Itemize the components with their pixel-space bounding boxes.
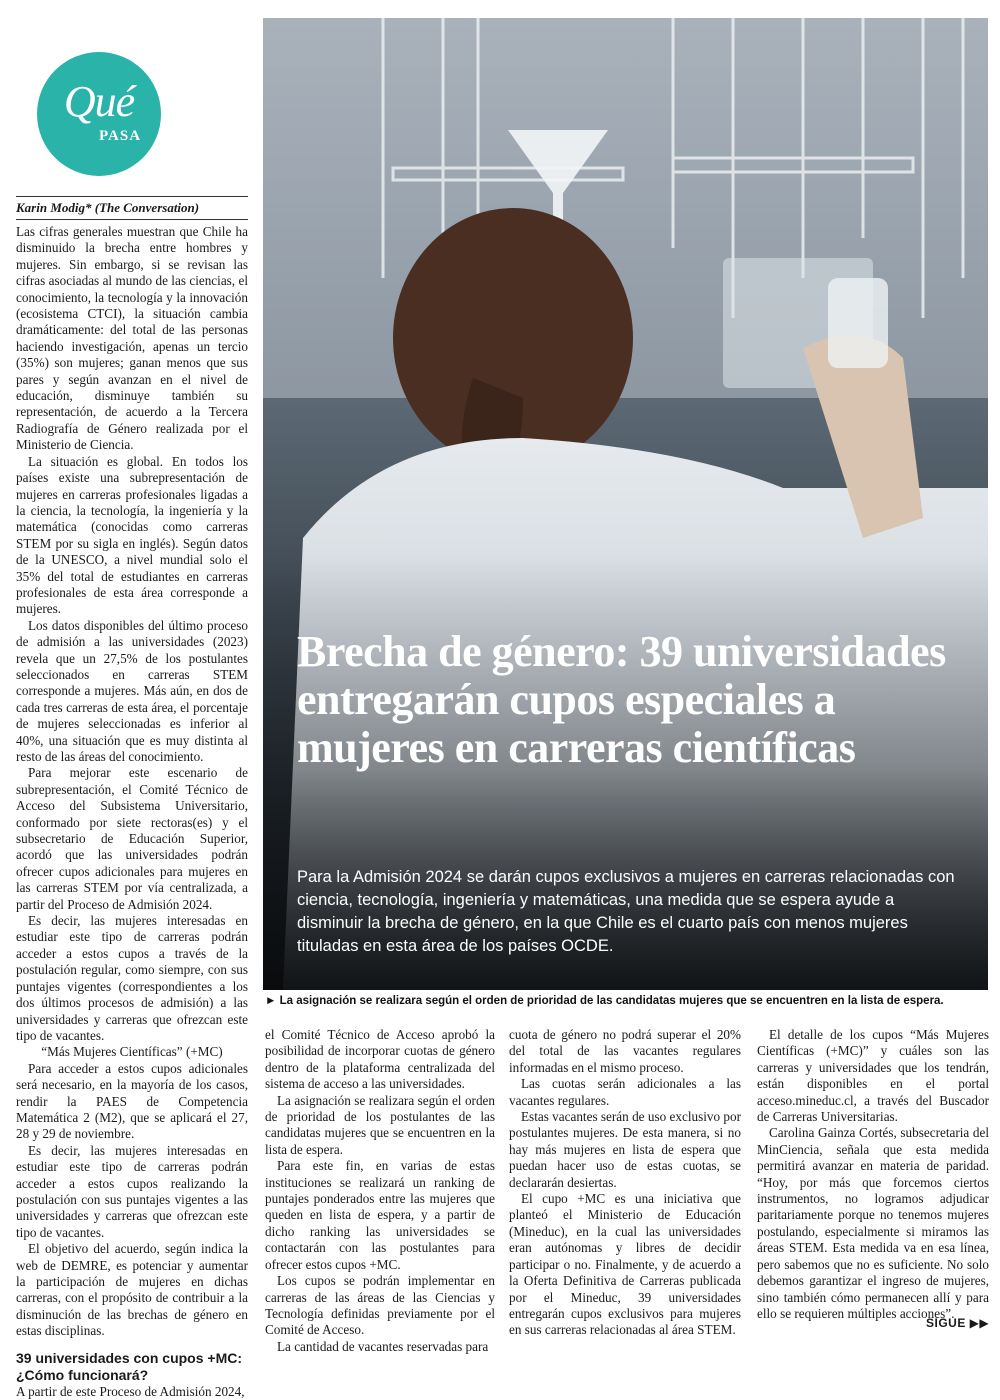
headline: Brecha de género: 39 universidades entregarán cupos especiales a mujeres en carreras científicas [297, 627, 946, 772]
article-column-3 [509, 1027, 741, 1339]
lab-photo [263, 18, 988, 990]
paragraph: Para mejorar este escenario de subrepresentación, el Comité Técnico de Acceso del Subsistema Universitario, conformado por siete rectoras(es) y el subsecretario de Educación Superior, acordó que las universidades podrán ofrecer cupos adicionales para mujeres en las carreras STEM por vía centralizada, a partir del Proceso de Admisión 2024. [16, 765, 248, 912]
paragraph: Los datos disponibles del último proceso de admisión a las universidades (2023) revela que un 27,5% de los postulantes seleccionados en carreras STEM corresponde a mujeres. Más aún, en dos de cada tres carreras de esta área, el porcentaje de mujeres seleccionadas es inferior al 40%, una situación que es muy distinta al resto de las áreas del conocimiento. [16, 617, 248, 764]
article-column-2 [265, 1027, 495, 1355]
paragraph: Para este fin, en varias de estas instituciones se realizará un ranking de puntajes ponderados entre las mujeres que queden en lista de espera, y a partir de dicho ranking las universidades se contactarán con las postulantes para ofrecer estos cupos +MC. [265, 1158, 495, 1272]
que-pasa-logo [37, 52, 161, 176]
paragraph: A partir de este Proceso de Admisión 2024, [16, 1383, 245, 1399]
article-column-4 [757, 1027, 989, 1322]
photo-caption: ► La asignación se realizara según el orden de prioridad de las candidatas mujeres que se encuentren en la lista de espera. [265, 995, 944, 1007]
article-column-1 [16, 224, 248, 1400]
continue-marker: SIGUE ▶▶ [926, 1316, 990, 1330]
paragraph: Estas vacantes serán de uso exclusivo por postulantes mujeres. De esta manera, si no hay más mujeres en lista de espera que puedan hacer uso de estas cuotas, se declararán desiertas. [509, 1109, 741, 1190]
section-intertitle: “Más Mujeres Científicas” (+MC) [41, 1044, 223, 1060]
paragraph: Es decir, las mujeres interesadas en estudiar este tipo de carreras podrán acceder a estos cupos realizando la postulación con sus puntajes vigentes a las universidades y carreras que ofrezcan este tipo de vacantes. [16, 1142, 248, 1240]
paragraph: Las cuotas serán adicionales a las vacantes regulares. [509, 1076, 741, 1108]
paragraph: El objetivo del acuerdo, según indica la web de DEMRE, es potenciar y aumentar la participación de mujeres en dichas carreras, con el propósito de contribuir a la disminución de las brechas de género en estas disciplinas. [16, 1241, 248, 1339]
paragraph: La asignación se realizara según el orden de prioridad de los postulantes de las candidatas mujeres que se encuentren en la lista de espera. [265, 1092, 495, 1157]
paragraph: el Comité Técnico de Acceso aprobó la posibilidad de incorporar cuotas de género dentro de la plataforma centralizada del sistema de acceso a las universidades. [265, 1027, 495, 1092]
paragraph: El detalle de los cupos “Más Mujeres Científicas (+MC)” y cuáles son las carreras y universidades que los tendrán, están disponibles en el portal acceso.mineduc.cl, a través del Buscador de Carreras Universitarias. [757, 1027, 989, 1125]
paragraph: La situación es global. En todos los países existe una subrepresentación de mujeres en carreras profesionales ligadas a la ciencia, la tecnología, la ingeniería y la matemática (conocidas como carreras STEM por su sigla en inglés). Según datos de la UNESCO, a nivel mundial solo el 35% del total de estudiantes en carreras profesionales de esta área corresponde a mujeres. [16, 453, 248, 617]
paragraph: cuota de género no podrá superar el 20% del total de las vacantes regulares informadas en el mismo proceso. [509, 1027, 741, 1075]
author-byline: Karin Modig* (The Conversation) [16, 196, 248, 220]
paragraph: Carolina Gainza Cortés, subsecretaria del MinCiencia, señala que esta medida permitirá avanzar en materia de paridad. “Hoy, por más que forcemos ciertos instrumentos, no logramos adjudicar paritariamente porque no tenemos mujeres postulando, especialmente si miramos las áreas STEM. Esta medida va en esa línea, pero sabemos que no es suficiente. No solo debemos garantizar el ingreso de mujeres, sino también cómo permanecen allí y para ello se requieren múltiples acciones”. [757, 1125, 989, 1321]
logo-que: Qué [63, 77, 135, 126]
lab-scene-illustration [263, 18, 988, 990]
paragraph: Para acceder a estos cupos adicionales será necesario, en la mayoría de los casos, rendir la PAES de Competencia Matemática 2 (M2), que se aplicará el 27, 28 y 29 de noviembre. [16, 1060, 248, 1142]
paragraph: Los cupos se podrán implementar en carreras de las áreas de las Ciencias y Tecnología definidas previamente por el Comité de Acceso. [265, 1273, 495, 1338]
paragraph: La cantidad de vacantes reservadas para [277, 1338, 489, 1354]
subheading: 39 universidades con cupos +MC: ¿Cómo funcionará? [16, 1349, 243, 1383]
paragraph: Es decir, las mujeres interesadas en estudiar este tipo de carreras podrán acceder a estos cupos a través de la postulación regular, como siempre, con sus puntajes vigentes (correspondientes a los dos últimos procesos de admisión) a las universidades y carreras que ofrezcan este tipo de vacantes. [16, 913, 248, 1043]
logo-pasa: PASA [99, 128, 142, 144]
paragraph: El cupo +MC es una iniciativa que planteó el Ministerio de Educación (Mineduc), en la cual las universidades eran autónomas y libres de decidir participar o no. Finalmente, y de acuerdo a la Oferta Definitiva de Carreras publicada por el Mineduc, 39 universidades entregarán cupos exclusivos para mujeres en sus carreras relacionadas al área STEM. [509, 1191, 741, 1338]
paragraph: Las cifras generales muestran que Chile ha disminuido la brecha entre hombres y mujeres. Sin embargo, si se revisan las cifras asociadas al mundo de las ciencias, el conocimiento, la tecnología y la innovación (ecosistema CTCI), la situación cambia dramáticamente: del total de las personas haciendo investigación, apenas un tercio (35%) son mujeres; ganan menos que sus pares y según avanzan en el nivel de educación, disminuye también su representación, de acuerdo a la Tercera Radiografía de Género realizada por el Ministerio de Ciencia. [16, 224, 248, 453]
lede-paragraph: Para la Admisión 2024 se darán cupos exclusivos a mujeres en carreras relacionadas con ciencia, tecnología, ingeniería y matemáticas, una medida que se espera ayude a disminuir la brecha de género, en la que Chile es el cuarto país con menos mujeres tituladas en esta área de los países OCDE. [297, 868, 955, 955]
